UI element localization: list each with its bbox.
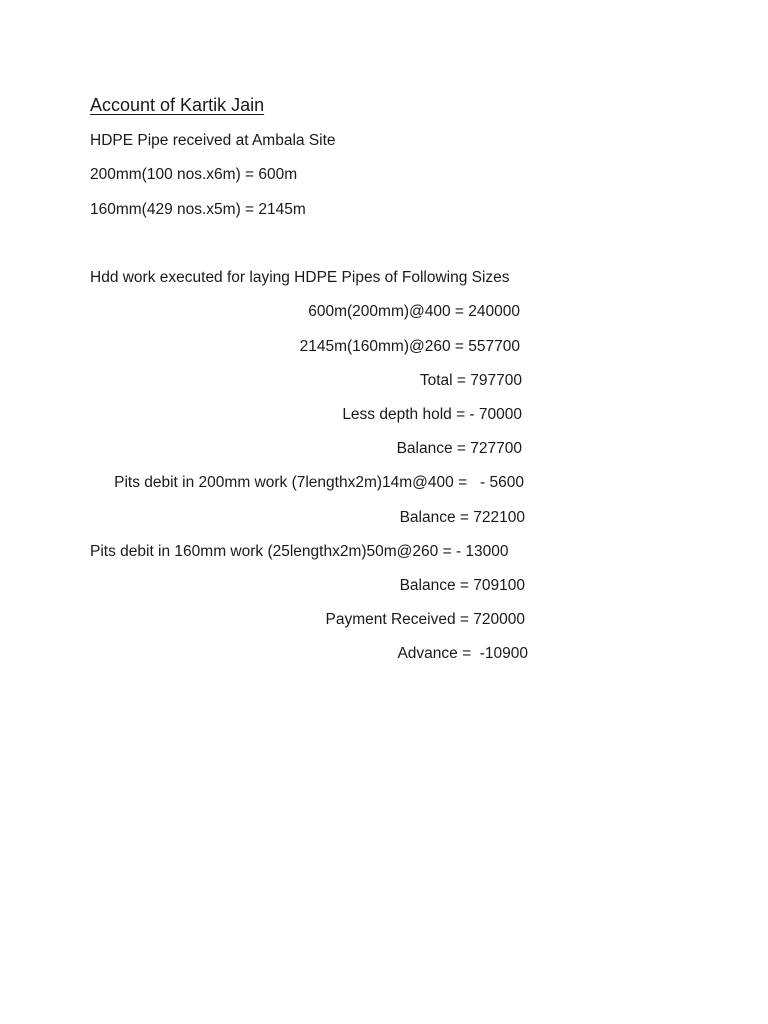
balance-line-3: Balance = 709100 bbox=[399, 577, 525, 594]
total-line: Total = 797700 bbox=[419, 372, 522, 389]
received-160mm-line: 160mm(429 nos.x5m) = 2145m bbox=[90, 201, 306, 218]
document-title: Account of Kartik Jain bbox=[90, 95, 265, 115]
pits-160mm-line: Pits debit in 160mm work (25lengthx2m)50m@260 = - 13000 bbox=[90, 543, 509, 560]
work-200mm-line: 600m(200mm)@400 = 240000 bbox=[308, 303, 520, 320]
received-200mm-line: 200mm(100 nos.x6m) = 600m bbox=[90, 166, 298, 183]
balance-line-2: Balance = 722100 bbox=[399, 509, 525, 526]
work-heading: Hdd work executed for laying HDPE Pipes of Following Sizes bbox=[90, 269, 510, 286]
received-heading: HDPE Pipe received at Ambala Site bbox=[90, 132, 336, 149]
payment-received-line: Payment Received = 720000 bbox=[325, 611, 525, 628]
less-depth-hold-line: Less depth hold = - 70000 bbox=[342, 406, 522, 423]
pits-200mm-line: Pits debit in 200mm work (7lengthx2m)14m@400 = - 5600 bbox=[114, 474, 524, 491]
balance-line-1: Balance = 727700 bbox=[396, 440, 522, 457]
work-160mm-line: 2145m(160mm)@260 = 557700 bbox=[299, 338, 520, 355]
advance-line: Advance = -10900 bbox=[397, 645, 528, 662]
